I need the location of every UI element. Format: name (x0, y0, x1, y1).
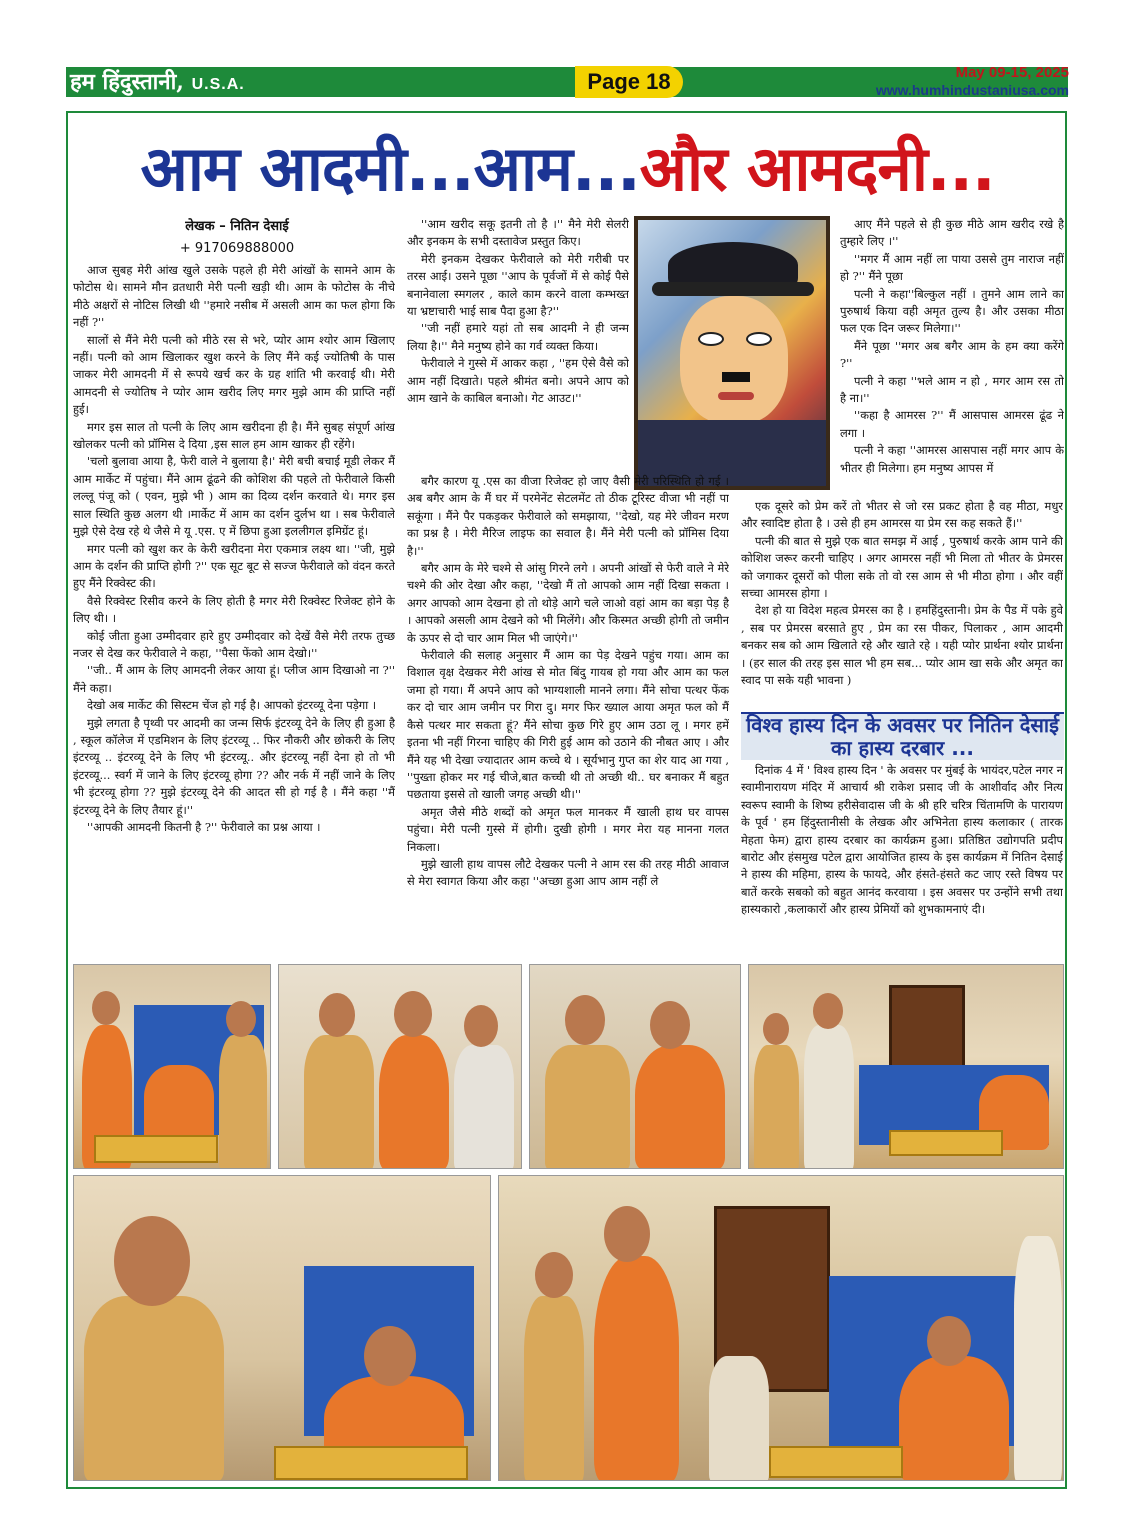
person-shape (1014, 1236, 1062, 1481)
head-shape (464, 1005, 498, 1047)
speaker-shape (84, 1296, 224, 1481)
head-shape (565, 995, 605, 1045)
paragraph: मगर पत्नी को खुश कर के केरी खरीदना मेरा एकमात्र लक्ष्य था। ''जी, मुझे आम के दर्शन की प्राप्ति होगी ?'' एक सूट बूट से सज्ज फेरीवाले को वंदन करते हुए मैंने रिक्वेस्ट की। (73, 541, 395, 591)
paragraph: ''मगर मैं आम नहीं ला पाया उससे तुम नाराज नहीं हो ?'' मैंने पूछा (840, 251, 1064, 284)
head-shape (92, 991, 120, 1025)
person-shape (754, 1045, 799, 1169)
person-shape (379, 1035, 449, 1169)
event-photo-4 (748, 964, 1064, 1169)
paragraph: मेरी इनकम देखकर फेरीवाले को मेरी गरीबी पर तरस आई। उसने पूछा ''आप के पूर्वजों में से कोई पैसे बनानेवाला स्मगलर , काले काम करने वाला कम्भख्त या भ्रष्टाचारी भाई साब पैदा हुआ है?'' (407, 251, 629, 319)
paragraph: 'चलो बुलावा आया है, फेरी वाले ने बुलाया है।' मेरी बची बचाई मूडी लेकर मैं आम मार्केट में पहुंचा। मैंने आम ढूंढने की कोशिश की पहले तो फेरीवाले किसी लल्लू पंजू को ( एवन, मुझे भी ) आम का दिव्य दर्शन करवाते थे। मगर इस साल स्थिति कुछ अलग थी ।मार्केट में आम का दर्शन दुर्लभ था । सब फेरीवाले मुझे ऐसे देख रहे थे जैसे मे यू .एस. ए में छिपा हुआ इललीगल इमिग्रेंट हूं। (73, 454, 395, 539)
left-eye-shape (698, 332, 724, 346)
logo-suffix: U.S.A. (191, 76, 245, 93)
paragraph: मगर इस साल तो पत्नी के लिए आम खरीदना ही है। मैंने सुबह संपूर्ण आंख खोलकर पत्नी को प्रॉमिस दे दिया ,इस साल हम आम खाकर ही रहेंगे। (73, 419, 395, 452)
head-shape (226, 1001, 256, 1037)
paragraph: सालों से मैंने मेरी पत्नी को मीठे रस से भरे, प्योर आम श्योर आम खिलाए नहीं। पत्नी को आम खिलाकर खुश करने के लिए मैंने कई ज्योतिषी के पास जाकर मेरी आमदनी में से रूपये खर्च कर के ग्रह शांति भी करवाई थी। मेरी आमदनी से ज्योतिष ने प्योर आम खरीद लिए मगर मुझे आम की प्राप्ति नहीं हुई। (73, 332, 395, 417)
face-shape (680, 296, 788, 424)
author-phone: + 917069888000 (179, 241, 295, 256)
head-shape (319, 993, 355, 1037)
head-shape (535, 1252, 573, 1298)
paragraph: ''आपकी आमदनी कितनी है ?'' फेरीवाले का प्रश्न आया । (87, 820, 321, 834)
paragraph: ''जी नहीं हमारे यहां तो सब आदमी ने ही जन्म लिया है।'' मैने मनुष्य होने का गर्व व्यक्त किया। (407, 321, 629, 353)
head-shape (114, 1216, 190, 1306)
golden-seat-shape (274, 1446, 468, 1480)
event-photo-6 (498, 1175, 1064, 1481)
paragraph: ''जी.. मैं आम के लिए आमदनी लेकर आया हूं। प्लीज आम दिखाओ ना ?'' मैंने कहा। (73, 663, 395, 695)
event-photo-3 (529, 964, 741, 1169)
sidebar-text (741, 762, 1063, 956)
mouth-shape (718, 392, 754, 400)
right-eye-shape (746, 332, 772, 346)
person-shape (524, 1296, 584, 1481)
golden-seat-shape (769, 1446, 903, 1478)
golden-seat-shape (94, 1135, 218, 1163)
speaker-shape (594, 1256, 679, 1481)
chaplin-portrait-painting (634, 216, 830, 490)
person-shape (545, 1045, 630, 1169)
paragraph: दिनांक 4 में ' विश्व हास्य दिन ' के अवसर पर मुंबई के भायंदर,पटेल नगर न स्वामीनारायण मंदिर में आचार्य श्री राकेश प्रसाद जी के आशीर्वाद और नित्य स्वरूप स्वामी के शिष्य हरीसेवादास जी के श्री हरि चरित्र चिंतामणि के पारायण के पूर्व ' हम हिंदुस्तानीसी के लेखक और अभिनेता हास्य कलाकार ( तारक मेहता फेम) द्वारा हास्य दरबार का कार्यक्रम हुआ। प्रतिष्ठित उद्योगपति प्रदीप बारोट और हंसमुख पटेल द्वारा आयोजित हास्य के इस कार्यक्रम में नितिन देसाई ने हास्य की महिमा, हास्य के फायदे, और हंसते-हंसते कट जाए रस्ते विषय पर बातें करके सबको को बहुत आनंद करवाया । इस अवसर पर उन्होंने सभी तथा हास्यकारो ,कलाकारों और हास्य प्रेमियों को शुभकामनाएं दी। (741, 763, 1063, 917)
person-shape (709, 1356, 769, 1481)
event-photo-1 (73, 964, 271, 1169)
head-shape (604, 1206, 650, 1262)
article-headline (70, 130, 1065, 208)
paragraph: देश हो या विदेश महत्व प्रेमरस का है । हमहिंदुस्तानी। प्रेम के पैड में पके हुवे , सब पर प्रेमरस बरसाते हुए , प्रेम का रस पीकर, पिलाकर , आम आदमी बनकर सब को आम खिलाते रहे और खाते रहे । यही प्योर प्रार्थना श्योर प्रार्थना । (हर साल की तरह इस साल भी हम सब... प्योर आम खा सके और अमृत का स्वाद पा सके यही भावना ) (741, 603, 1063, 688)
person-shape (304, 1035, 374, 1169)
paragraph: ''आम खरीद सकू इतनी तो है ।'' मैने मेरी सेलरी और इनकम के सभी दस्तावेज प्रस्तुत किए। (407, 217, 629, 249)
paragraph: अमृत जैसे मीठे शब्दों को अमृत फल मानकर मैं खाली हाथ घर वापस पहुंचा। मेरी पत्नी गुस्से में होगी। दुखी होगी । मगर मेरा यह मानना गलत निकला। (407, 804, 729, 854)
sidebar-heading: विश्व हास्य दिन के अवसर पर नितिन देसाई का हास्य दरबार ... (741, 712, 1064, 760)
newspaper-logo (66, 68, 350, 96)
paragraph: पत्नी ने कहा ''भले आम न हो , मगर आम रस तो है ना।'' (840, 373, 1064, 406)
article-column-2-bottom (407, 473, 729, 956)
paragraph: फेरीवाले ने गुस्से में आकर कहा , ''हम ऐसे वैसे को आम नहीं दिखाते। पहले श्रीमंत बनो। अपने आप को आम खाने के काबिल बनाओ। गेट आउट।'' (407, 356, 629, 406)
author-byline: लेखक – नितिन देसाई (185, 219, 289, 234)
paragraph: आए मैंने पहले से ही कुछ मीठे आम खरीद रखे है तुम्हारे लिए ।'' (840, 217, 1064, 249)
paragraph: बगैर आम के मेरे चश्मे से आंसु गिरने लगे । अपनी आंखों से फेरी वाले ने मेरे चश्मे की ओर देखा और कहा, ''देखो मैं तो आपको आम नहीं दिखा सकता । अगर आपको आम देखना हो तो थोड़े आगे चले जाओ वहां आम का बड़ा पेड़ है । आपको असली आम देखने को भी मिलेंगे। और किस्मत अच्छी होगी तो जमीन के ऊपर से दो चार आम मिल भी जाएंगे।'' (407, 561, 729, 645)
website-link[interactable]: www.humhindustaniusa.com (875, 82, 1069, 98)
speaker-shape (804, 1025, 854, 1169)
headline-part-red: और आमदनी... (639, 132, 995, 205)
paragraph: एक दूसरे को प्रेम करें तो भीतर से जो रस प्रकट होता है वह मीठा, मधुर और स्वादिष्ट होता है । उसे ही हम आमरस या प्रेम रस कह सकते हैं।'' (741, 499, 1063, 531)
paragraph: वैसे रिक्वेस्ट रिसीव करने के लिए होती है मगर मेरी रिक्वेस्ट रिजेक्ट होने के लिए थी। । (73, 593, 395, 626)
issue-date: May 09-15, 2025 (955, 64, 1069, 81)
headline-part-blue: आम आदमी...आम... (140, 132, 640, 205)
golden-seat-shape (889, 1130, 1003, 1156)
head-shape (927, 1316, 971, 1366)
paragraph: मुझे खाली हाथ वापस लौटे देखकर पत्नी ने आम रस की तरह मीठी आवाज से मेरा स्वागत किया और कहा ''अच्छा हुआ आप आम नहीं ले (407, 856, 729, 889)
paragraph: कोई जीता हुआ उम्मीदवार हारे हुए उम्मीदवार को देखें वैसे मेरी तरफ तुच्छ नजर से देख कर फेरीवाले ने कहा, ''पैसा फेंको आम देखो।'' (73, 628, 395, 660)
paragraph: मुझे लगता है पृथ्वी पर आदमी का जन्म सिर्फ इंटरव्यू देने के लिए ही हुआ है , स्कूल कॉलेज में एडमिशन के लिए इंटरव्यू .. फिर नौकरी और छोकरी के लिए इंटरव्यू .. इंटरव्यू देने के लिए भी इंटरव्यू.. और इंटरव्यू नहीं देना हो तो भी इंटरव्यू... स्वर्ग में जाने के लिए इंटरव्यू होगा ?? और नर्क में नहीं जाने के लिए भी इंटरव्यू होगा ?? मुझे इंटरव्यू देने की आदत सी हो गई है । मैंने कहा ''मैं इंटरव्यू देने के लिए तैयार हूं।'' (73, 715, 395, 817)
article-column-3-top (840, 216, 1064, 498)
head-shape (364, 1326, 416, 1386)
paragraph: पत्नी ने कहा''बिल्कुल नहीं । तुमने आम लाने का पुरुषार्थ किया वही अमृत तुल्य है। और उसका मीठा फल एक दिन जरूर मिलेगा।'' (840, 286, 1064, 336)
paragraph: देखो अब मार्केट की सिस्टम चेंज हो गई है। आपको इंटरव्यू देना पड़ेगा । (87, 698, 377, 713)
paragraph: मैंने पूछा ''मगर अब बगैर आम के हम क्या करेंगे ?'' (840, 338, 1064, 371)
person-shape (454, 1045, 514, 1169)
seated-swami-shape (899, 1356, 1009, 1481)
paragraph: बगैर कारण यू .एस का वीजा रिजेक्ट हो जाए वैसी मेरी परिस्थिति हो गई । अब बगैर आम के मैं घर में परमेनेंट सेटलमेंट तो ठीक टूरिस्ट वीजा भी नहीं पा सकूंगा । मैंने पैर पकड़कर फेरीवाले को समझाया, ''देखो, यह मेरे जीवन मरण का प्रश्न है । मेरी मैरिज लाइफ का सवाल है। मैंने मेरी पत्नी को प्रॉमिस दिया है।'' (407, 474, 729, 558)
hat-brim-shape (652, 282, 814, 296)
logo-text: हम हिंदुस्तानी, (70, 69, 184, 95)
head-shape (650, 1001, 690, 1049)
event-photo-5 (73, 1175, 491, 1481)
person-shape (219, 1035, 267, 1169)
person-shape (635, 1045, 725, 1169)
event-photo-2 (278, 964, 522, 1169)
head-shape (813, 993, 843, 1029)
head-shape (763, 1013, 789, 1045)
paragraph: फेरीवाले की सलाह अनुसार मैं आम का पेड़ देखने पहुंच गया। आम का विशाल वृक्ष देखकर मेरी आंख से मोत बिंदु गायब हो गया और आम का फल जमा हो गया। मैं अपने आप को भाग्यशाली मानने लगा। मैंने सोचा पत्थर फेंक कर दो चार आम जमीन पर गिरा दु। मगर फिर ख्याल आया अमृत फल को मैं कैसे पत्थर मार सकता हूं? मैंने सोचा कुछ गिरे हुए आम उठा लू । मगर हमें इतना भी नहीं गिरना चाहिए की गिरी हुई आम को उठाने की नौबत आए । और मैंने यह भी देखा ज्यादातर आम कच्चे थे । सूर्यभानु गुप्त का शेर याद आ गया , ''पुख्ता होकर मर गई चीजे,बात कच्ची थी तो अच्छी थी.. घर बनाकर मैं बहुत पछताया इससे तो खाली जगह अच्छी थी।'' (407, 648, 729, 802)
article-column-1 (73, 262, 395, 956)
seated-swami-shape (144, 1065, 214, 1145)
page-number-badge: Page 18 (575, 66, 683, 98)
article-column-2-top (407, 216, 629, 474)
paragraph: ''कहा है आमरस ?'' मैं आसपास आमरस ढूंढ ने लगा । (840, 408, 1064, 440)
paragraph: पत्नी ने कहा ''आमरस आसपास नहीं मगर आप के भीतर ही मिलेगा। हम मनुष्य आपस में (840, 443, 1064, 475)
paragraph: पत्नी की बात से मुझे एक बात समझ में आई , पुरुषार्थ करके आम पाने की कोशिश जरूर करनी चाहिए । अगर आमरस नहीं भी मिला तो भीतर के प्रेमरस को जगाकर दूसरों को पीला सके तो वो रस आम से भी मीठा होगा । और वहीं सच्चा आमरस होगा । (741, 533, 1063, 601)
paragraph: आज सुबह मेरी आंख खुले उसके पहले ही मेरी आंखों के सामने आम के फोटोस थे। सामने मौन व्रतधारी मेरी पत्नी खड़ी थी। आम के फोटोस के नीचे मीठे अक्षरों से नोटिस लिखी थी ''हमारे नसीब में असली आम का फल होगा कि नहीं ?'' (73, 263, 395, 330)
head-shape (394, 991, 432, 1037)
article-column-3-middle (741, 498, 1063, 708)
moustache-shape (722, 372, 750, 382)
